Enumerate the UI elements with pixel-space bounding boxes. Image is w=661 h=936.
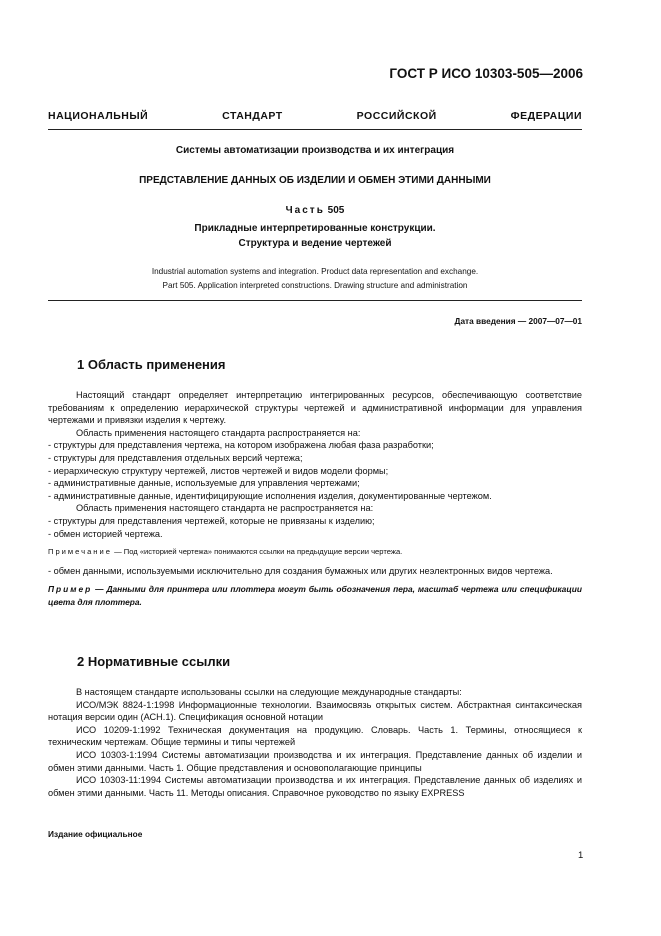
title-main: ПРЕДСТАВЛЕНИЕ ДАННЫХ ОБ ИЗДЕЛИИ И ОБМЕН ЭТИМИ ДАННЫМИ bbox=[139, 175, 491, 186]
section1-scope-intro: Область применения настоящего стандарта распространяется на: bbox=[76, 427, 361, 438]
section1-body bbox=[48, 389, 582, 609]
title-series: Системы автоматизации производства и их интеграция bbox=[175, 145, 455, 156]
title-subtitle-2: Структура и ведение чертежей bbox=[238, 238, 392, 249]
list-item: - иерархическую структуру чертежей, листов чертежей и видов модели формы; bbox=[48, 465, 389, 476]
reference-item: ИСО 10209-1:1992 Техническая документация на продукцию. Словарь. Часть 1. Термины, относящиеся к техническим чертежам. Общие термины и типы чертежей bbox=[48, 724, 582, 748]
section1-exclusion-intro: Область применения настоящего стандарта не распространяется на: bbox=[76, 503, 374, 514]
national-standard-banner: НАЦИОНАЛЬНЫЙ СТАНДАРТ РОССИЙСКОЙ ФЕДЕРАЦИИ bbox=[48, 110, 582, 122]
note-text: — Под «историей чертежа» понимаются ссылки на предыдущие версии чертежа. bbox=[111, 547, 403, 557]
top-rule bbox=[48, 129, 582, 130]
list-item: - административные данные, идентифицирующие исполнения изделия, документированные чертежом. bbox=[48, 490, 492, 501]
list-item: - структуры для представления отдельных версий чертежа; bbox=[48, 452, 303, 463]
edition-label: Издание официальное bbox=[48, 829, 143, 839]
list-item: - обмен историей чертежа. bbox=[48, 528, 163, 539]
english-title-1: Industrial automation systems and integration. Product data representation and exchange. bbox=[151, 267, 479, 276]
example-label: Пример bbox=[48, 584, 93, 595]
title-subtitle-1: Прикладные интерпретированные конструкции. bbox=[194, 223, 436, 234]
section2-intro: В настоящем стандарте использованы ссылки на следующие международные стандарты: bbox=[76, 687, 462, 697]
part-word: Часть bbox=[285, 205, 325, 216]
title-rule bbox=[48, 300, 582, 301]
part-number: 505 bbox=[327, 205, 345, 216]
list-item: - структуры для представления чертежей, которые не привязаны к изделию; bbox=[48, 515, 375, 526]
title-part bbox=[48, 205, 582, 216]
section2-heading: 2 Нормативные ссылки bbox=[77, 654, 231, 669]
list-item: - административные данные, используемые для управления чертежами; bbox=[48, 478, 360, 489]
example-text: — Данными для принтера или плоттера могут быть обозначения пера, масштаб чертежа или спецификации цвета для плоттера. bbox=[48, 584, 582, 607]
page-number: 1 bbox=[578, 850, 584, 861]
reference-item: ИСО 10303-1:1994 Системы автоматизации производства и их интеграция. Представление данных об изделии и обмен этими данными. Часть 1. Общие представления и основополагающие принципы bbox=[48, 749, 582, 773]
note bbox=[48, 546, 582, 559]
introduction-date: Дата введения — 2007—07—01 bbox=[454, 316, 582, 326]
english-title-2: Part 505. Application interpreted constructions. Drawing structure and administration bbox=[162, 281, 468, 290]
list-item: - обмен данными, используемыми исключительно для создания бумажных или других неэлектронных видов чертежа. bbox=[48, 565, 553, 576]
section1-heading: 1 Область применения bbox=[77, 357, 226, 372]
section2-body bbox=[48, 686, 582, 799]
reference-item: ИСО/МЭК 8824-1:1998 Информационные технологии. Взаимосвязь открытых систем. Абстрактная синтаксическая нотация версии один (АСН.1). Спецификация основной нотации bbox=[48, 699, 582, 723]
list-item: - структуры для представления чертежа, на котором изображена любая фаза разработки; bbox=[48, 440, 434, 451]
example bbox=[48, 583, 582, 608]
document-id: ГОСТ Р ИСО 10303-505—2006 bbox=[389, 66, 583, 81]
note-label: Примечание bbox=[48, 547, 112, 557]
reference-item: ИСО 10303-11:1994 Системы автоматизации производства и их интеграция. Представление данных об изделиях и обмен этими данными. Часть 11. Методы описания. Справочное руководство по языку EXPRESS bbox=[48, 775, 582, 798]
section1-paragraph: Настоящий стандарт определяет интерпретацию интегрированных ресурсов, обеспечивающую соответствие требованиям к определению иерархической структуры чертежей и административной информации для управления чертежами и привязки изделия к чертежу. bbox=[48, 390, 582, 426]
